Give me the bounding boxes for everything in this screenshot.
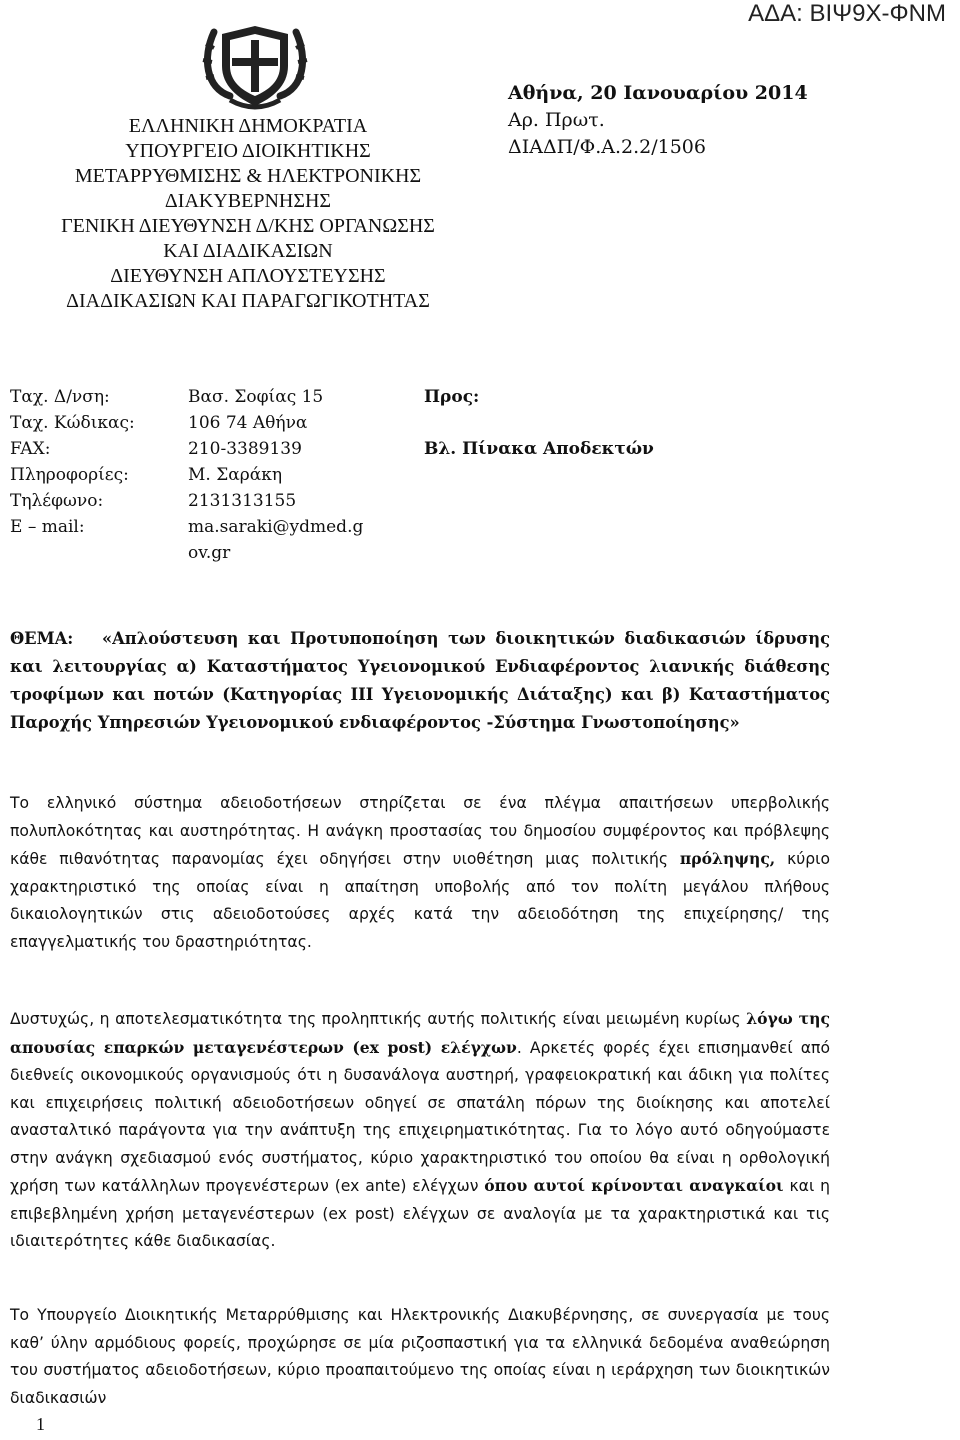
contact-info xyxy=(10,384,388,566)
ministry-line: ΓΕΝΙΚΗ ΔΙΕΥΘΥΝΣΗ Δ/ΚΗΣ ΟΡΓΑΝΩΣΗΣ xyxy=(61,215,435,237)
text-run: και η επιβεβλημένη χρήση μεταγενέστερων (ex post) ελέγχων σε αναλογία με τα χαρακτηριστικά και τις ιδιαιτερότητες κάθε διαδικασίας. xyxy=(10,1177,830,1250)
text-run: Το Υπουργείο Διοικητικής Μεταρρύθμισης και Ηλεκτρονικής Διακυβέρνησης, σε συνεργασία με τους καθ’ ύλην αρμόδιους φορείς, προχώρησε σε μία ριζοσπαστική για τα ελληνικά δεδομένα αναθεώρηση του συστήματος αδειοδοτήσεων, κύριο προαπαιτούμενο της οποίας είναι η ιεράρχηση των διοικητικών διαδικασιών xyxy=(10,1306,830,1407)
contact-label: FAX: xyxy=(10,439,51,459)
page-number: 1 xyxy=(36,1414,45,1434)
text-run: κύριο χαρακτηριστικό της οποίας είναι η απαίτηση υποβολής από τον πολίτη μεγάλου πλήθους δικαιολογητικών στις αδειοδοτούσες αρχές κατά την αδειοδότηση της επιχείρησης/ της επαγγελματικής του δραστηριότητας. xyxy=(10,850,830,951)
contact-value: 2131313155 xyxy=(188,491,297,511)
contact-value: Μ. Σαράκη xyxy=(188,465,282,485)
text-run: Δυστυχώς, η αποτελεσματικότητα της προληπτικής αυτής πολιτικής είναι μειωμένη κυρίως xyxy=(10,1010,747,1028)
document-date: Αθήνα, 20 Ιανουαρίου 2014 xyxy=(508,82,808,104)
contact-row xyxy=(10,540,388,566)
greek-coat-of-arms-icon xyxy=(200,18,310,114)
ministry-line: ΕΛΛΗΝΙΚΗ ΔΗΜΟΚΡΑΤΙΑ xyxy=(128,115,368,137)
contact-label: Πληροφορίες: xyxy=(10,465,129,485)
body-paragraph-1 xyxy=(10,790,830,956)
email-link-continued[interactable]: ov.gr xyxy=(188,543,231,563)
contact-row xyxy=(10,436,388,462)
ministry-line: ΔΙΑΚΥΒΕΡΝΗΣΗΣ xyxy=(164,190,332,212)
bold-text-run: όπου αυτοί κρίνονται αναγκαίοι xyxy=(484,1176,784,1195)
contact-value: Βασ. Σοφίας 15 xyxy=(188,387,324,407)
recipient-label: Προς: xyxy=(424,387,480,407)
body-paragraph-2 xyxy=(10,1005,830,1256)
contact-row xyxy=(10,488,388,514)
contact-label xyxy=(10,540,188,566)
bold-text-run: πρόληψης, xyxy=(679,849,776,868)
ada-code: ΑΔΑ: ΒΙΨ9Χ-ΦΝΜ xyxy=(748,0,946,27)
contact-row xyxy=(10,514,388,540)
ministry-header xyxy=(8,114,488,314)
email-link[interactable]: ma.saraki@ydmed.g xyxy=(188,517,364,537)
text-run: . Αρκετές φορές έχει επισημανθεί από διεθνείς οικονομικούς οργανισμούς ότι η δυσανάλογα αυστηρή, γραφειοκρατική και άδικη για πολίτες και επιχειρήσεις πολιτική αδειοδοτήσεων οδηγεί σε σπατάλη πόρων της διοίκησης και αποτελεί ανασταλτικό παράγοντα για την ανάπτυξη της επιχειρηματικότητας. Για το λόγο αυτό οδηγούμαστε στην ανάγκη σχεδιασμού ενός συστήματος, κύριο χαρακτηριστικό του οποίου θα είναι η ορθολογική χρήση των κατάλληλων προγενέστερων (ex ante) ελέγχων xyxy=(10,1038,830,1195)
ministry-line: ΜΕΤΑΡΡΥΘΜΙΣΗΣ & ΗΛΕΚΤΡΟΝΙΚΗΣ xyxy=(74,165,422,187)
contact-row xyxy=(10,462,388,488)
subject-block xyxy=(10,625,830,737)
ministry-line: ΚΑΙ ΔΙΑΔΙΚΑΣΙΩΝ xyxy=(163,240,333,262)
contact-label: E – mail: xyxy=(10,517,85,537)
text-run: Το ελληνικό σύστημα αδειοδοτήσεων στηρίζεται σε ένα πλέγμα απαιτήσεων υπερβολικής πολυπλοκότητας και αυστηρότητας. Η ανάγκη προστασίας του δημοσίου συμφέροντος και πρόβλεψης κάθε πιθανότητας παρανομίας έχει οδηγήσει στην υιοθέτηση μιας πολιτικής xyxy=(10,794,830,868)
contact-row xyxy=(10,410,388,436)
ministry-line: ΔΙΑΔΙΚΑΣΙΩΝ ΚΑΙ ΠΑΡΑΓΩΓΙΚΟΤΗΤΑΣ xyxy=(66,290,430,312)
subject-text: «Απλούστευση και Προτυποποίηση των διοικητικών διαδικασιών ίδρυσης και λειτουργίας α) Καταστήματος Υγειονομικού Ενδιαφέροντος λιανικής διάθεσης τροφίμων και ποτών (Κατηγορίας ΙΙΙ Υγειονομικής Διάταξης) και β) Καταστήματος Παροχής Υπηρεσιών Υγειονομικού ενδιαφέροντος -Σύστημα Γνωστοποίησης» xyxy=(10,629,830,732)
body-paragraph-3 xyxy=(10,1302,830,1412)
contact-value: 106 74 Αθήνα xyxy=(188,413,308,433)
contact-label: Ταχ. Κώδικας: xyxy=(10,413,135,433)
protocol-number: ΔΙΑΔΠ/Φ.Α.2.2/1506 xyxy=(508,136,706,158)
recipient-value: Βλ. Πίνακα Αποδεκτών xyxy=(424,439,654,459)
contact-label: Τηλέφωνο: xyxy=(10,491,104,511)
date-block xyxy=(508,80,808,161)
ministry-line: ΥΠΟΥΡΓΕΙΟ ΔΙΟΙΚΗΤΙΚΗΣ xyxy=(125,140,371,162)
subject-label: ΘΕΜΑ: xyxy=(10,629,74,648)
protocol-label: Αρ. Πρωτ. xyxy=(508,109,605,131)
bold-text-run: λόγω της απουσίας επαρκών μεταγενέστερων (ex post) ελέγχων xyxy=(10,1009,830,1057)
recipient-block xyxy=(424,384,654,488)
contact-value: 210-3389139 xyxy=(188,439,302,459)
contact-row xyxy=(10,384,388,410)
ministry-line: ΔΙΕΥΘΥΝΣΗ ΑΠΛΟΥΣΤΕΥΣΗΣ xyxy=(110,265,386,287)
contact-label: Ταχ. Δ/νση: xyxy=(10,387,110,407)
